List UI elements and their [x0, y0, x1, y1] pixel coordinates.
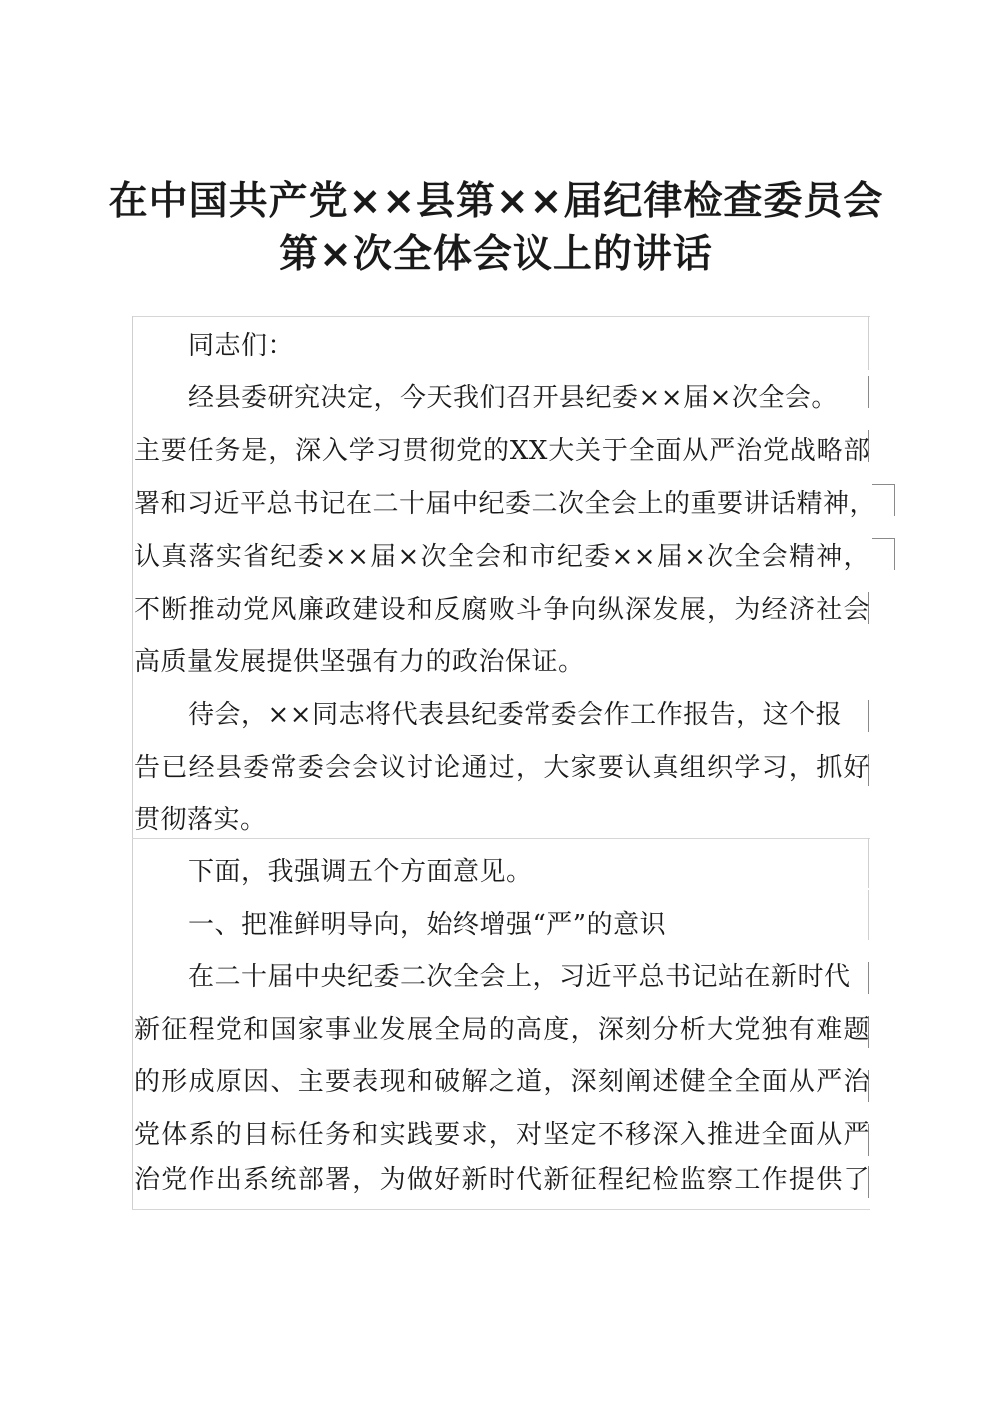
salutation: 同志们：: [188, 331, 295, 361]
paragraph-line: 不断推动党风廉政建设和反腐败斗争向纵深发展，为经济社会: [134, 595, 870, 625]
section-border-bottom: [132, 1209, 870, 1210]
paragraph-line: 主要任务是，深入学习贯彻党的XX大关于全面从严治党战略部: [134, 436, 870, 466]
paragraph-line: 贯彻落实。: [134, 805, 267, 835]
paragraph-line: 认真落实省纪委××届×次全会和市纪委××届×次全会精神，: [134, 542, 870, 572]
title-line-2: 第×次全体会议上的讲话: [279, 232, 713, 277]
paragraph-line: 的形成原因、主要表现和破解之道，深刻阐述健全全面从严治: [134, 1067, 870, 1097]
paragraph-line: 下面，我强调五个方面意见。: [188, 857, 533, 887]
paragraph-line: 党体系的目标任务和实践要求，对坚定不移深入推进全面从严: [134, 1120, 870, 1150]
paragraph-line: 在二十届中央纪委二次全会上，习近平总书记站在新时代: [188, 962, 851, 992]
margin-mark: [872, 484, 894, 485]
section-border-top: [132, 316, 870, 317]
paragraph-line: 新征程党和国家事业发展全局的高度，深刻分析大党独有难题: [134, 1015, 870, 1045]
title-line-1: 在中国共产党××县第××届纪律检查委员会: [108, 179, 884, 224]
margin-mark: [894, 484, 895, 516]
paragraph-line: 高质量发展提供坚强有力的政治保证。: [134, 647, 585, 677]
margin-mark: [872, 538, 894, 539]
paragraph-line: 治党作出系统部署，为做好新时代新征程纪检监察工作提供了: [134, 1165, 870, 1195]
section-border-left: [132, 316, 133, 1210]
paragraph-line: 署和习近平总书记在二十届中纪委二次全会上的重要讲话精神，: [134, 489, 877, 519]
paragraph-line: 待会，××同志将代表县纪委常委会作工作报告，这个报: [188, 700, 843, 730]
document-title: [0, 177, 992, 280]
paragraph-line: 告已经县委常委会会议讨论通过，大家要认真组织学习，抓好: [134, 753, 870, 783]
section-heading: 一、把准鲜明导向，始终增强“严”的意识: [188, 910, 667, 940]
margin-mark: [894, 538, 895, 570]
paragraph-line: 经县委研究决定，今天我们召开县纪委××届×次全会。: [188, 383, 838, 413]
